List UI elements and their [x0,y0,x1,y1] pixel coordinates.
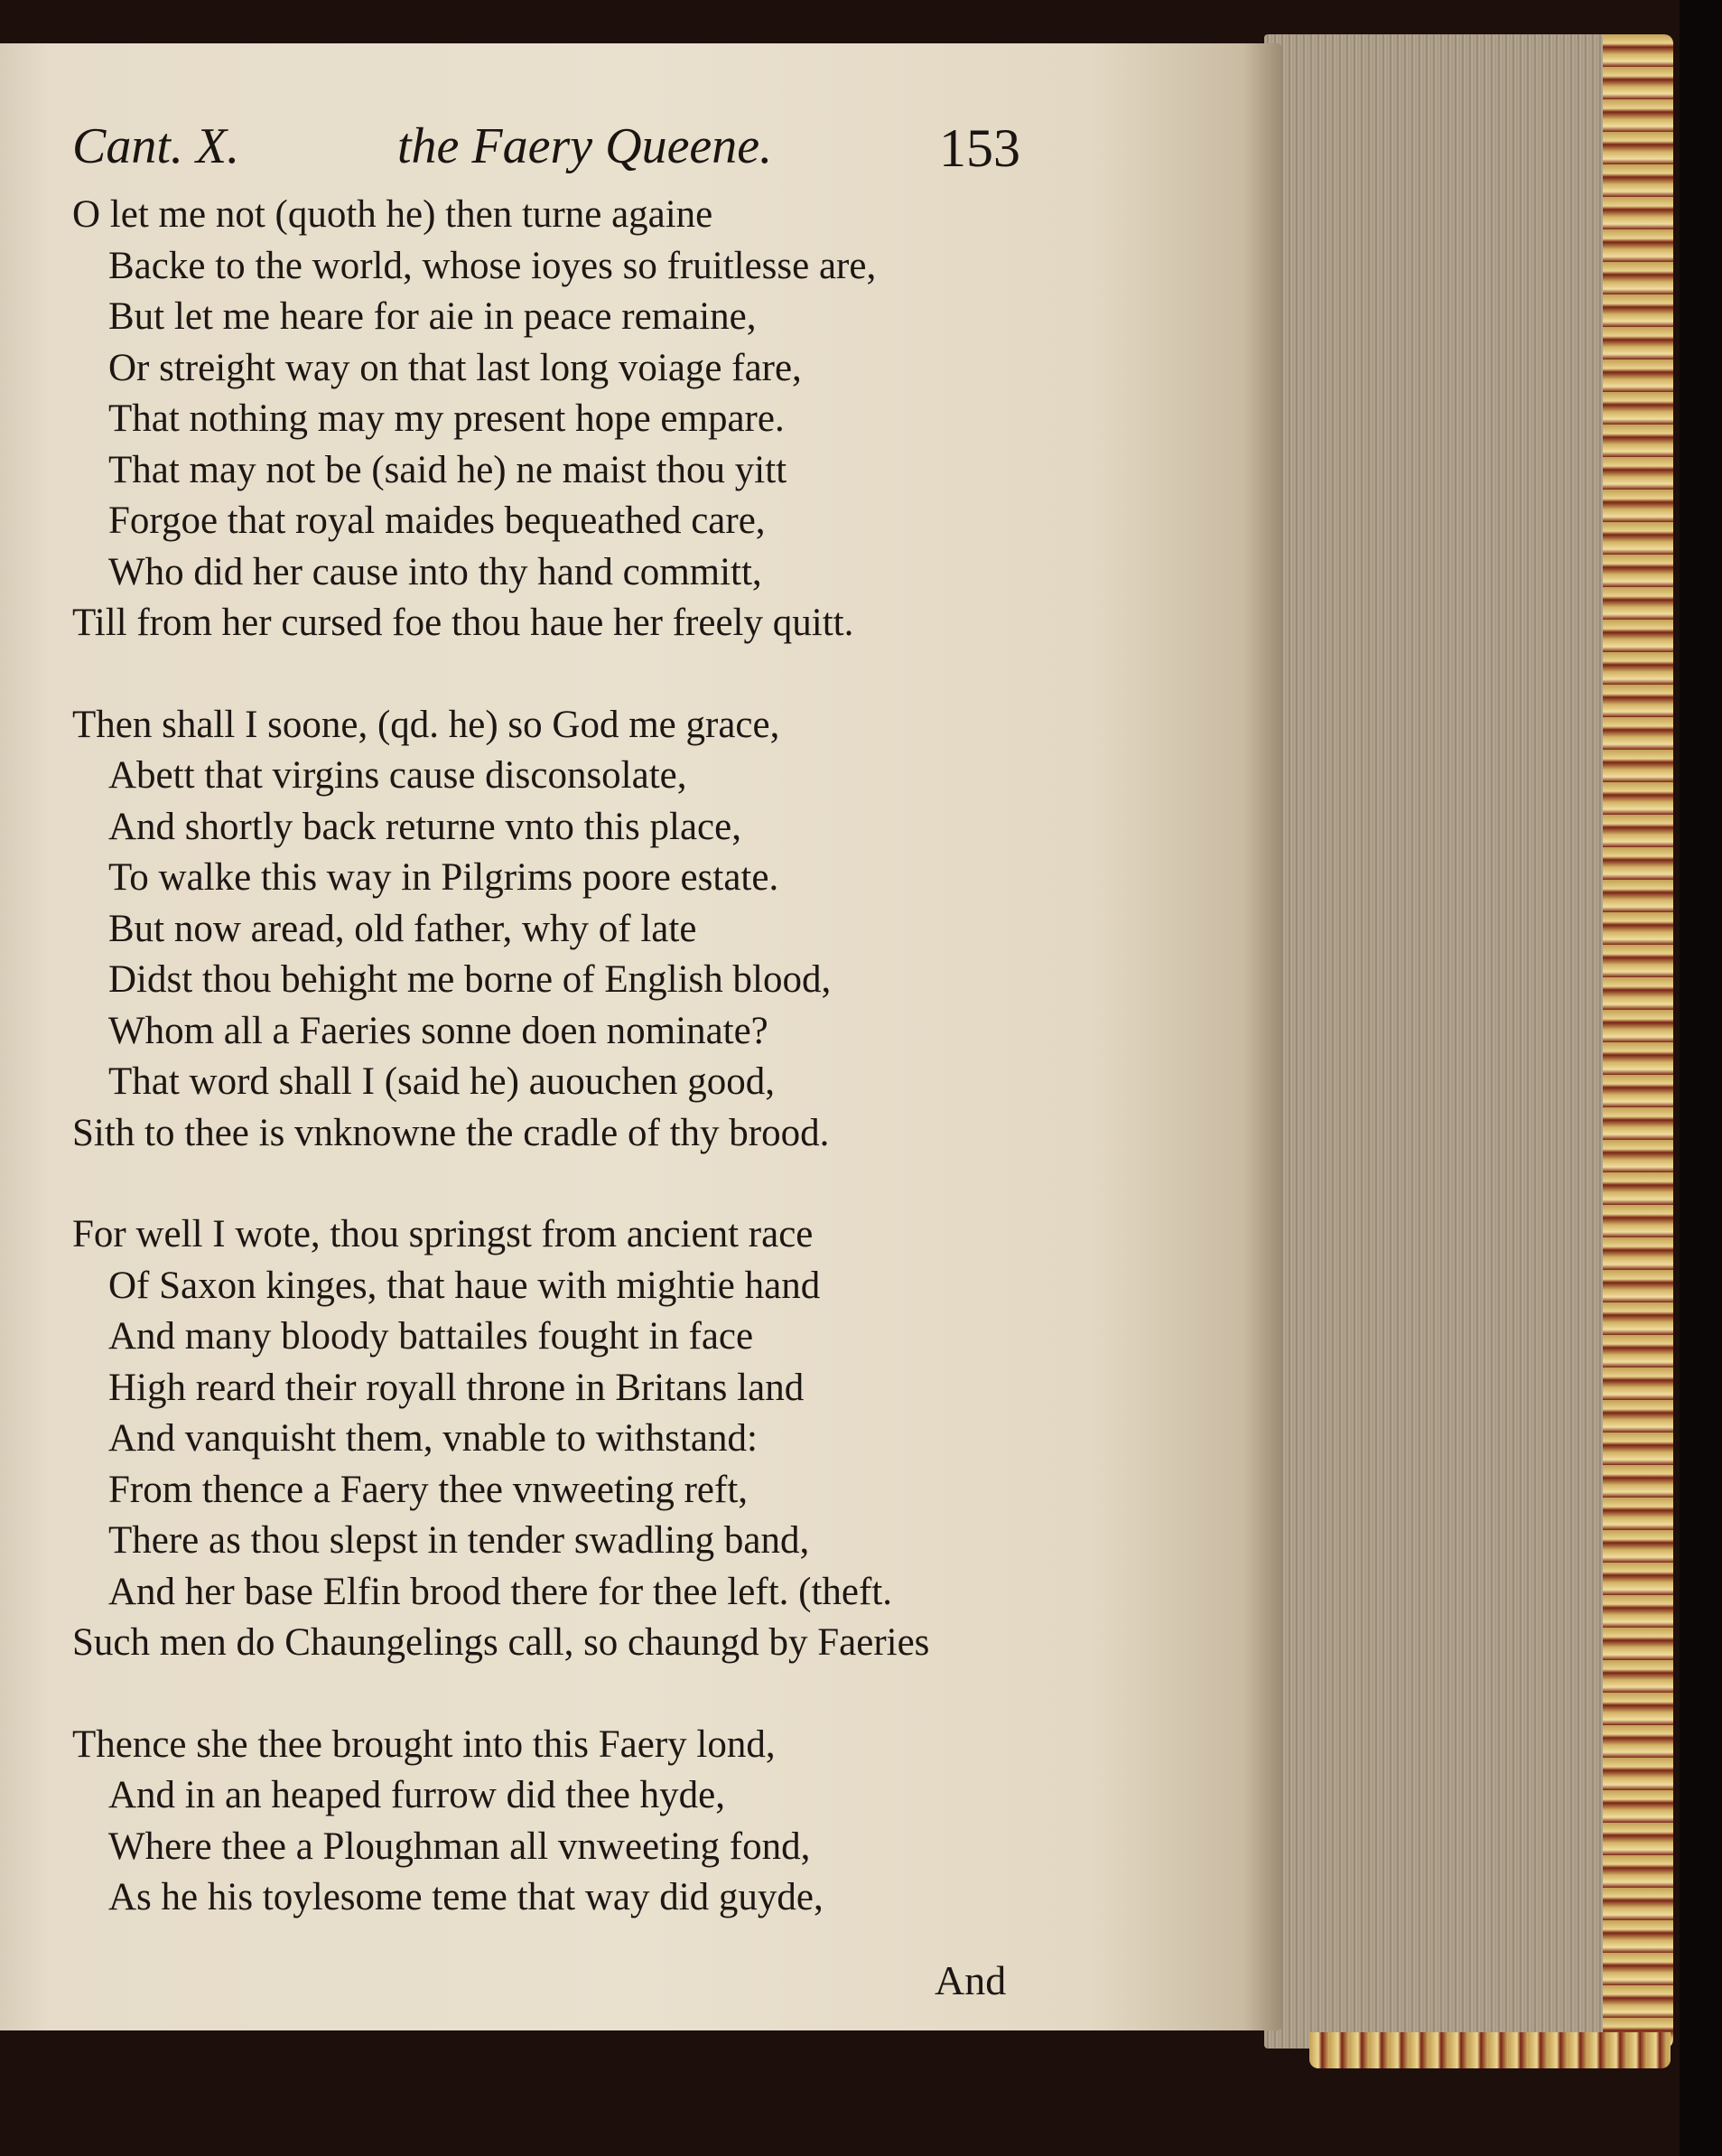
verse-line: O let me not (quoth he) then turne againe [72,193,713,236]
poem-text [72,190,1047,1924]
verse-line: Sith to thee is vnknowne the cradle of thy brood. [72,1111,830,1154]
verse-line: To walke this way in Pilgrims poore estate. [108,856,779,899]
catchword: And [935,1957,1007,2003]
verse-line: Or streight way on that last long voiage fare, [108,346,802,389]
verse-line: Who did her cause into thy hand committ, [108,550,762,593]
verse-line: Backe to the world, whose ioyes so fruitlesse are, [108,244,877,287]
verse-line: But let me heare for aie in peace remaine, [108,295,757,338]
verse-line: And shortly back returne vnto this place, [108,805,741,848]
verse-line: That may not be (said he) ne maist thou yitt [108,448,787,491]
verse-line: Where thee a Ploughman all vnweeting fond, [108,1825,811,1868]
verse-line: And many bloody battailes fought in face [108,1315,754,1358]
page-number: 153 [939,118,1020,178]
verse-line: Thence she thee brought into this Faery lond, [72,1722,776,1766]
canto-label: Cant. X. [72,118,240,174]
verse-line: That nothing may my present hope empare. [108,397,785,440]
verse-line: For well I wote, thou springst from ancient race [72,1213,814,1255]
verse-line: From thence a Faery thee vnweeting reft, [108,1468,749,1511]
running-title: the Faery Queene. [397,118,773,174]
fore-edge [1264,34,1621,2049]
verse-line: Such men do Chaungelings call, so chaungd by Faeries [72,1621,930,1664]
verse-line: And her base Elfin brood there for thee left. (theft. [108,1570,893,1613]
verse-line: Abett that virgins cause disconsolate, [108,754,687,797]
verse-line: Forgoe that royal maides bequeathed care, [108,499,766,542]
verse-line: Till from her cursed foe thou haue her freely quitt. [72,602,854,644]
verse-line: Then shall I soone, (qd. he) so God me grace, [72,703,780,746]
verse-line: And vanquisht them, vnable to withstand: [108,1417,758,1460]
verse-line: There as thou slepst in tender swadling band, [108,1519,810,1562]
verse-line: High reard their royall throne in Britans land [108,1366,805,1409]
gilt-border [1603,34,1673,2049]
verse-line: But now aread, old father, why of late [108,907,697,950]
verse-line: Of Saxon kinges, that haue with mightie hand [108,1264,821,1307]
verse-line: Whom all a Faeries sonne doen nominate? [108,1009,768,1052]
verse-line: That word shall I (said he) auouchen good, [108,1060,775,1103]
verse-line: Didst thou behight me borne of English blood, [108,958,832,1001]
gilt-bottom-border [1309,2032,1671,2068]
stanza [72,1720,1047,1924]
verse-line: As he his toylesome teme that way did guyde, [108,1876,824,1918]
verse-line: And in an heaped furrow did thee hyde, [108,1774,726,1816]
stanza [72,700,1047,1160]
stanza [72,190,1047,649]
page [0,43,1282,2030]
stanza [72,1209,1047,1669]
running-header [72,117,1029,190]
